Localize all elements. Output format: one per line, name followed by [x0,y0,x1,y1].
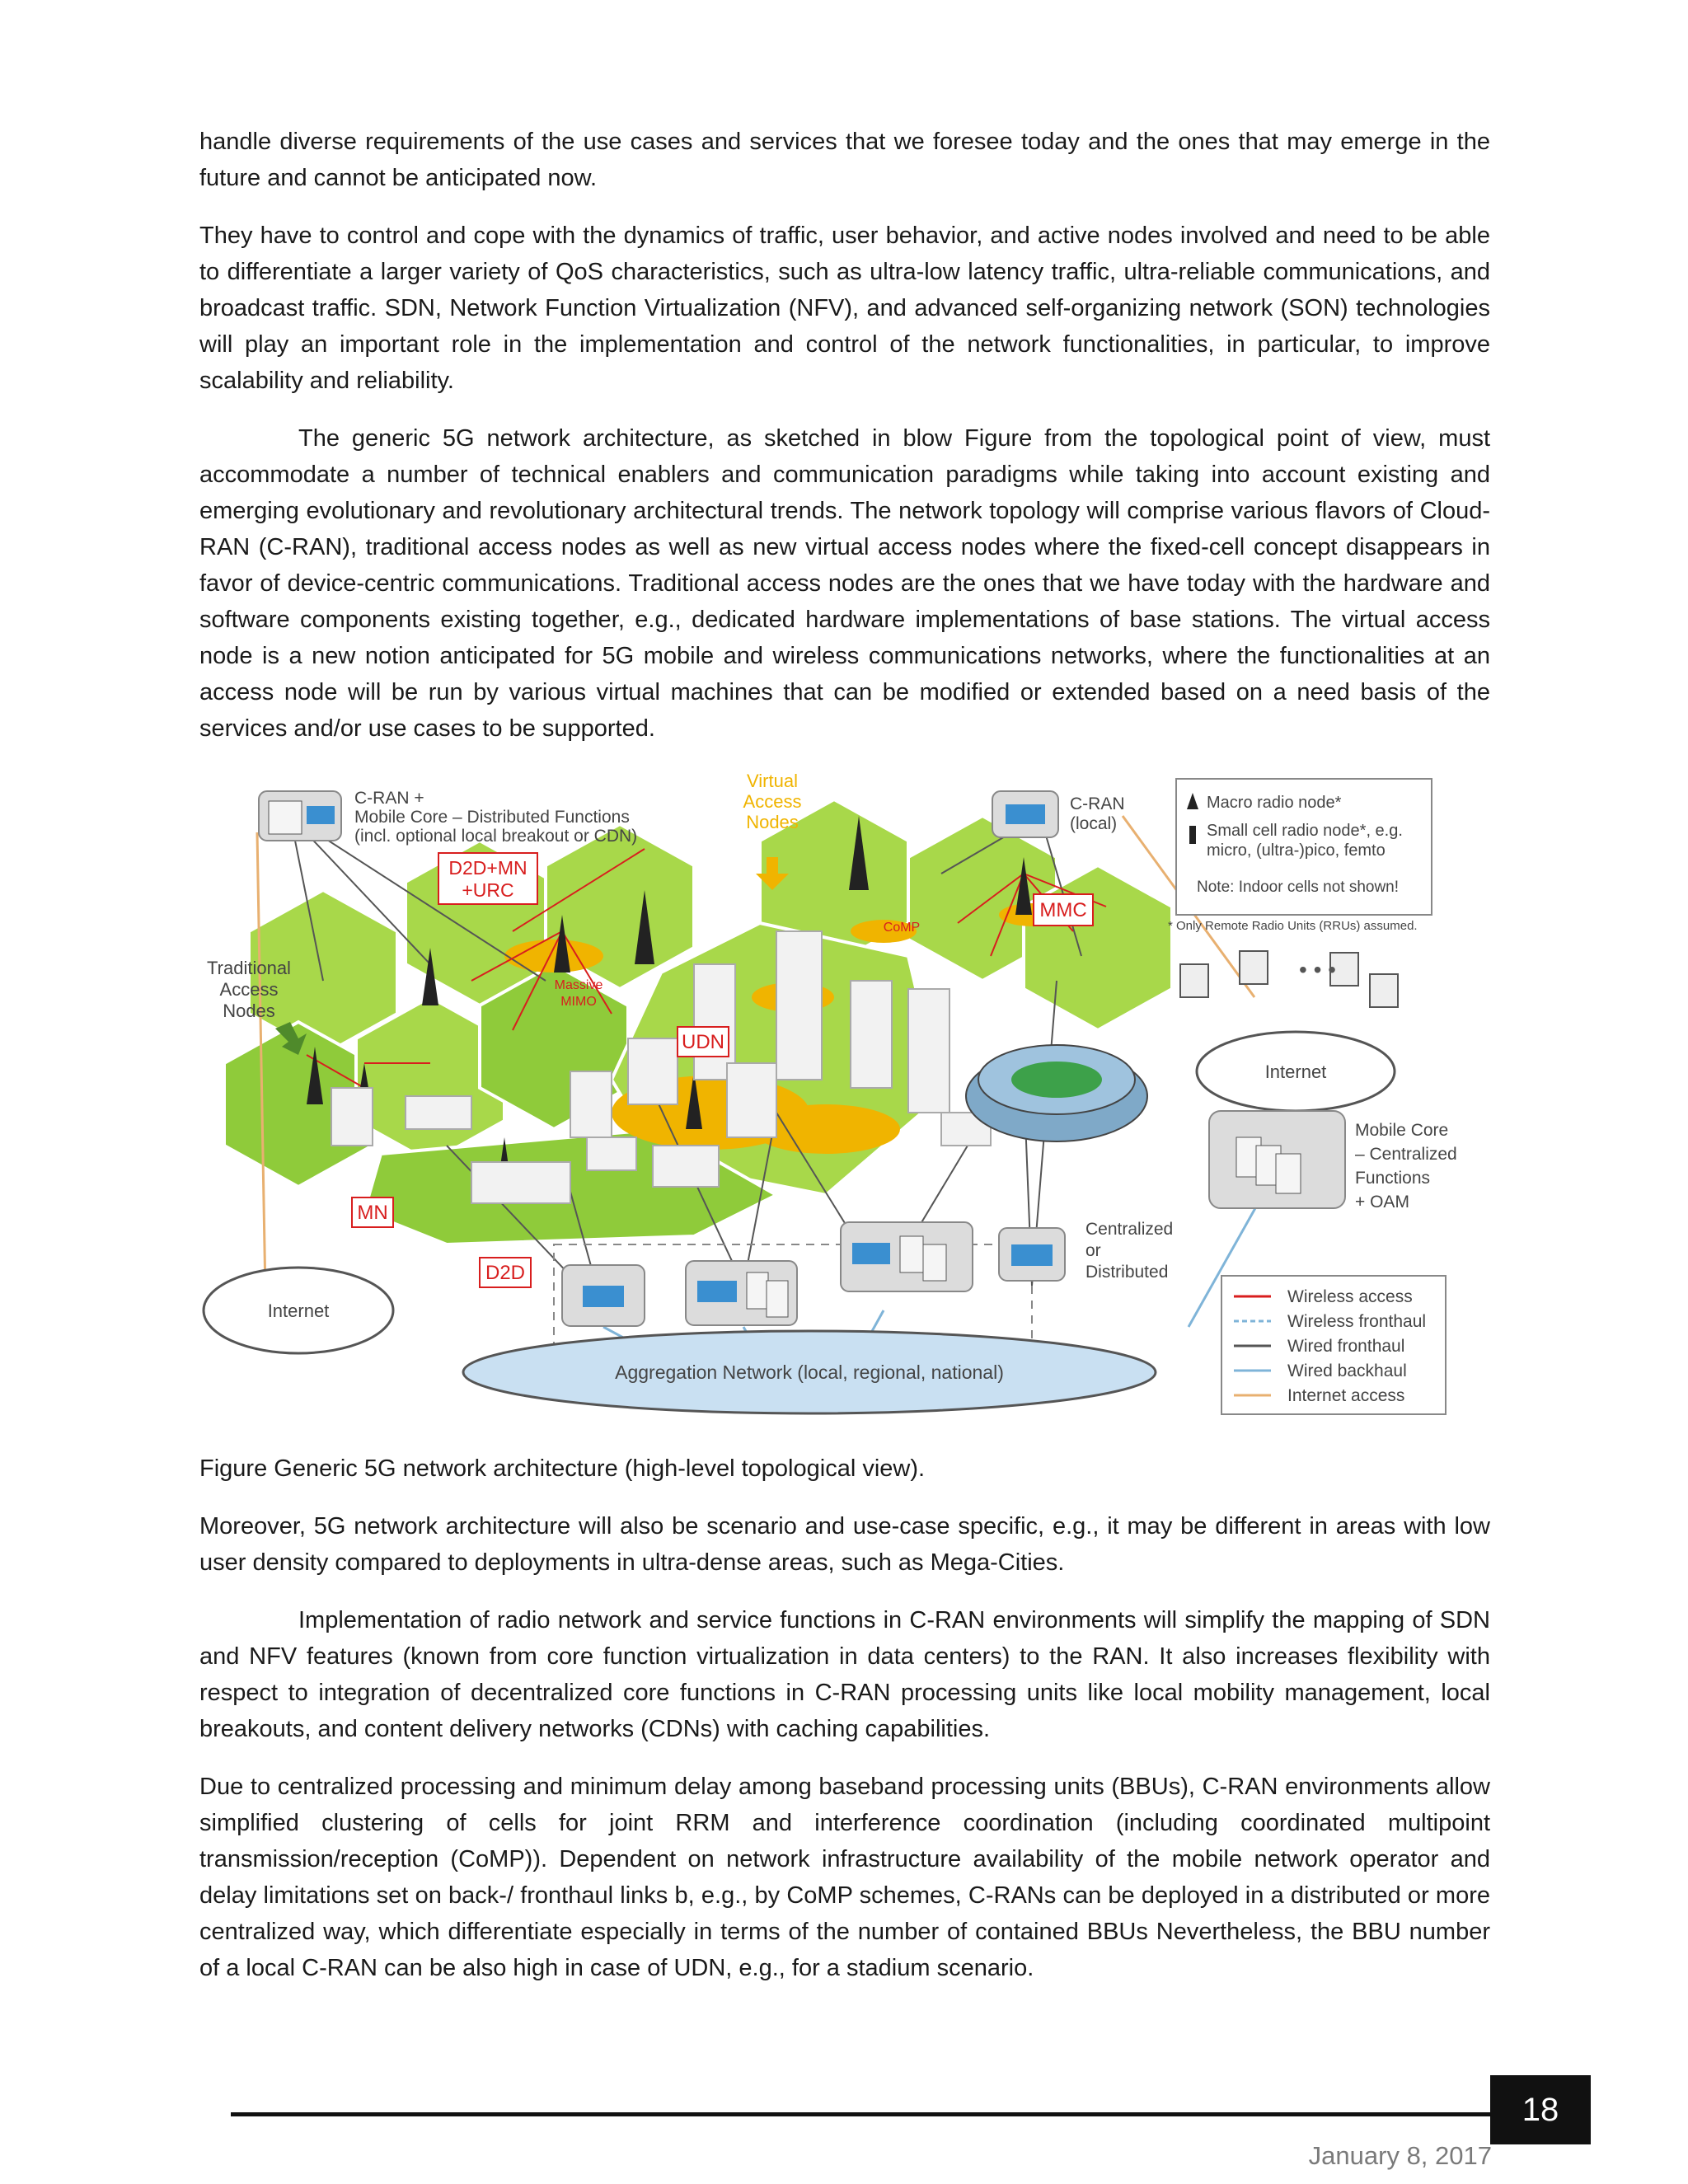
legend-note: Note: Indoor cells not shown! [1197,879,1400,896]
cran-distributed-label-3: (incl. optional local breakout or CDN) [354,827,638,846]
cran-distributed-label-2: Mobile Core – Distributed Functions [354,808,630,827]
centralized-label-3: Distributed [1085,1263,1169,1282]
small-cell-icon [1189,826,1196,844]
massive-mimo-label-2: MIMO [560,995,597,1009]
massive-mimo-label-1: Massive [554,978,603,992]
legend-link-3: Wired backhaul [1287,1361,1407,1380]
internet-cloud-left [204,1268,393,1353]
aggregation-network-cloud [463,1331,1156,1413]
link-legend [1221,1276,1446,1414]
legend-link-1: Wireless fronthaul [1287,1312,1427,1331]
mobile-core-label-3: Functions [1355,1169,1431,1188]
cran-distributed-label: C-RAN + [354,789,424,808]
legend-link-2: Wired fronthaul [1287,1337,1405,1356]
svg-text:• • •: • • • [1299,957,1336,982]
internet-right-label: Internet [1264,1062,1327,1082]
body-text-top [199,124,1490,768]
body-text-bottom [199,1508,1490,2008]
node-legend [1168,779,1432,933]
cran-local-label-1: C-RAN [1070,794,1125,813]
mmc-label: MMC [1039,899,1087,921]
traditional-label-3: Nodes [223,1001,275,1021]
d2d-mn-label-2: +URC [462,879,514,901]
legend-macro: Macro radio node* [1207,794,1342,812]
paragraph: They have to control and cope with the dynamics of traffic, user behavior, and active nodes involved and need to be able to differentiate a larger variety of QoS characteristics, such as ultra-low latency traffic, ultra-reliable communications, and broadcast traffic. SDN, Network Function Virtualization (NFV), and advanced self-organizing network (SON) technologies will play an important role in the implementation and control of the network functionalities, in particular, to improve scalability and reliability. [199,223,1490,394]
footer-date: January 8, 2017 [1308,2141,1492,2170]
paragraph: Due to centralized processing and minimum delay among baseband processing units (BBUs), C-RAN environments allow simplified clustering of cells for joint RRM and interference coordination (including coordinated multipoint transmission/reception (CoMP)). Dependent on network infrastructure availability of the mobile network operator and delay limitations set on back-/ fronthaul links b, e.g., by CoMP schemes, C-RANs can be deployed in a distributed or more centralized way, which differentiate especially in terms of the number of contained BBUs Nevertheless, the BBU number of a local C-RAN can be also high in case of UDN, e.g., for a stadium scenario. [199,1774,1490,1981]
virtual-label-3: Nodes [746,812,799,832]
architecture-figure [199,766,1490,1426]
traditional-label-2: Access [219,979,279,1000]
cran-local-box [992,791,1125,837]
stadium [966,1045,1147,1141]
legend-small-2: micro, (ultra-)pico, femto [1207,841,1386,860]
mobile-core-label-2: – Centralized [1355,1145,1457,1164]
udn-label: UDN [682,1031,724,1053]
cran-distributed-box [259,789,637,846]
internet-cloud-right [1197,1032,1395,1111]
paragraph: Implementation of radio network and service functions in C-RAN environments will simplify the mapping of SDN and NFV features (known from core function virtualization in data centers) to the RAN. It also increases flexibility with respect to integration of decentralized core functions in C-RAN processing units like local mobility management, local breakouts, and content delivery networks (CDNs) with caching capabilities. [199,1607,1490,1742]
traditional-label-1: Traditional [207,958,291,978]
aggregation-label: Aggregation Network (local, regional, national) [615,1361,1004,1383]
d2d-mn-label-1: D2D+MN [448,857,528,879]
legend-footnote: * Only Remote Radio Units (RRUs) assumed. [1168,919,1418,933]
legend-link-4: Internet access [1287,1386,1405,1405]
legend-link-0: Wireless access [1287,1287,1413,1306]
network-diagram [199,766,1490,1426]
d2d-label: D2D [485,1262,526,1284]
paragraph: The generic 5G network architecture, as sketched in blow Figure from the topological point of view, must accommodate a number of technical enablers and communication paradigms while taking into account existing and emerging evolutionary and revolutionary architectural trends. The network topology will comprise various flavors of Cloud-RAN (C-RAN), traditional access nodes as well as new virtual access nodes where the fixed-cell concept disappears in favor of device-centric communications. Traditional access nodes are the ones that we have today with the hardware and software components existing together, e.g., dedicated hardware implementations of base stations. The virtual access node is a new notion anticipated for 5G mobile and wireless communications networks, where the functionalities at an access node will be run by various virtual machines that can be modified or extended based on a need basis of the services and/or use cases to be supported. [199,425,1490,742]
paragraph: Moreover, 5G network architecture will also be scenario and use-case specific, e.g., it may be different in areas with low user density compared to deployments in ultra-dense areas, such as Mega-Cities. [199,1513,1490,1576]
paragraph: handle diverse requirements of the use cases and services that we foresee today and the ones that may emerge in the future and cannot be anticipated now. [199,129,1490,191]
centralized-label-1: Centralized [1085,1220,1174,1239]
mn-label: MN [357,1202,388,1224]
server-group-right [1180,951,1398,1007]
virtual-label-1: Virtual [747,771,798,791]
mobile-core-label-4: + OAM [1355,1193,1409,1212]
legend-small-1: Small cell radio node*, e.g. [1207,822,1403,840]
comp-label: CoMP [883,921,921,935]
centralized-label-2: or [1085,1241,1101,1260]
footer-rule [231,2112,1492,2116]
cran-local-label-2: (local) [1070,814,1118,833]
figure-caption: Figure Generic 5G network architecture (high-level topological view). [199,1455,926,1482]
internet-left-label: Internet [267,1301,330,1321]
mobile-core-label-1: Mobile Core [1355,1121,1449,1140]
page-number: 18 [1490,2075,1591,2144]
virtual-label-2: Access [743,791,802,812]
mobile-core-box [1209,1111,1457,1212]
